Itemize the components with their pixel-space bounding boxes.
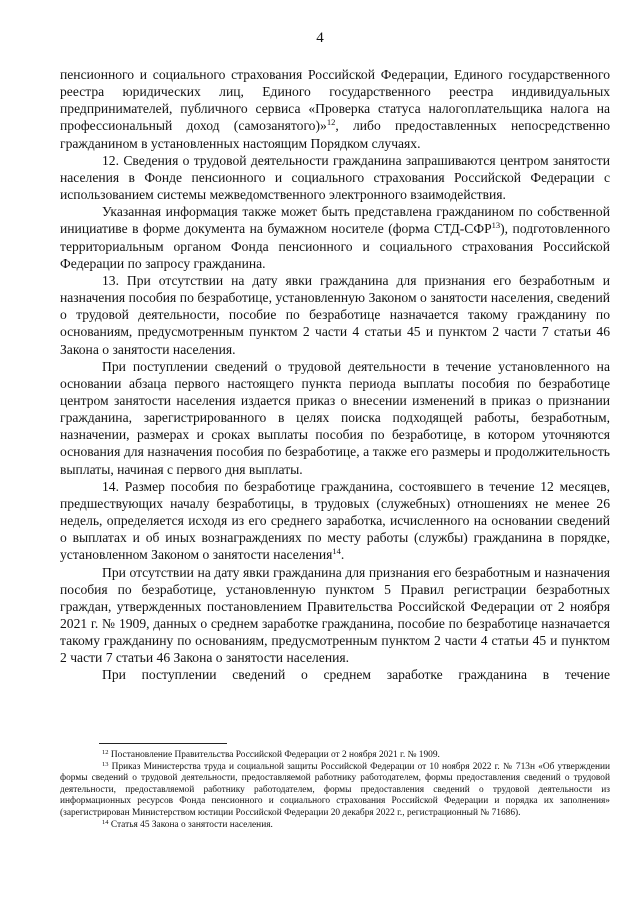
- page-number: 4: [316, 30, 324, 46]
- footnotes: [60, 750, 610, 831]
- paragraph-item-12: 12. Сведения о трудовой деятельности гражданина запрашиваются центром занятости населения в Фонде пенсионного и социального страхования Российской Федерации с использованием системы межведомственного электронного взаимодействия.: [60, 152, 610, 203]
- footnote-ref-12[interactable]: 12: [326, 117, 336, 128]
- footnote-12: $^{12}$ Постановление Правительства Российской Федерации от 2 ноября 2021 г. № 1909.: [102, 749, 440, 760]
- paragraph-item-14-tail: При поступлении сведений о среднем заработке гражданина в течение: [102, 667, 610, 683]
- footnote-divider: [99, 743, 227, 744]
- paragraph-item-13-cont: При поступлении сведений о трудовой деятельности в течение установленного на основании абзаца первого настоящего пункта периода выплаты пособия по безработице центром занятости населения издается приказ о внесении изменений в приказ о признании гражданина, зарегистрированного в целях поиска подходящей работы, безработным, назначении, размерах и сроках выплаты пособия по безработице, в котором уточняются основания для назначения пособия по безработице, а также его размеры и продолжительность выплаты, начиная с первого дня выплаты.: [60, 358, 610, 477]
- footnote-14: $^{14}$ Статья 45 Закона о занятости населения.: [102, 818, 273, 830]
- footnote-13: $^{13}$ Приказ Министерства труда и социальной защиты Российской Федерации от 10 ноября 2022 г. № 713н «Об утверждении формы сведений о трудовой деятельности, предоставляемой работнику работодателем, формы предоставления сведений о трудовой деятельности, предоставляемой работнику работодателем, формы предоставления сведений о трудовой деятельности из информационных ресурсов Фонда пенсионного и социального страхования Российской Федерации и порядка их заполнения» (зарегистрирован Министерством юстиции Российской Федерации 20 декабря 2022 г., регистрационный № 71686).: [60, 760, 610, 818]
- paragraph-item-14-cont: При отсутствии на дату явки гражданина для признания его безработным и назначения пособия по безработице, установленную пунктом 5 Правил регистрации безработных граждан, утвержденных постановлением Правительства Российской Федерации от 2 ноября 2021 г. № 1909, данных о среднем заработке гражданина, пособие по безработице назначается такому гражданину по основаниям, предусмотренным пунктом 2 части 4 статьи 45 и пунктом 2 части 7 статьи 46 Закона о занятости населения.: [60, 564, 610, 666]
- paragraph-item-14: 14. Размер пособия по безработице гражданина, состоявшего в течение 12 месяцев, предшествующих началу безработицы, в трудовых (служебных) отношениях не менее 26 недель, определяется исходя из его среднего заработка, исчисленного на основании сведений о выплатах и об иных вознаграждениях по месту работы (службы) гражданина в порядке, установленном Законом о занятости населения$^{14}$.: [60, 478, 610, 563]
- footnote-ref-14[interactable]: 14: [332, 546, 341, 557]
- paragraph-info: Указанная информация также может быть представлена гражданином по собственной инициативе в форме документа на бумажном носителе (форма СТД-СФР$^{13}$), подготовленного территориальным органом Фонда пенсионного и социального страхования Российской Федерации по запросу гражданина.: [60, 204, 610, 271]
- document-body: [60, 66, 610, 684]
- footnote-ref-13[interactable]: 13: [491, 220, 501, 231]
- paragraph-continuation: пенсионного и социального страхования Российской Федерации, Единого государственного реестра юридических лиц, Единого государственного реестра индивидуальных предпринимателей, публичного сервиса «Проверка статуса налогоплательщика налога на профессиональный доход (самозанятого)»$^{12}$, либо предоставленных непосредственно гражданином в установленных настоящим Порядком случаях.: [60, 67, 610, 151]
- paragraph-item-13: 13. При отсутствии на дату явки гражданина для признания его безработным и назначения пособия по безработице, установленную Законом о занятости населения, сведений о трудовой деятельности, пособие по безработице назначается такому гражданину по основаниям, предусмотренным пунктом 2 части 4 статьи 45 и пунктом 2 части 7 статьи 46 Закона о занятости населения.: [60, 272, 610, 357]
